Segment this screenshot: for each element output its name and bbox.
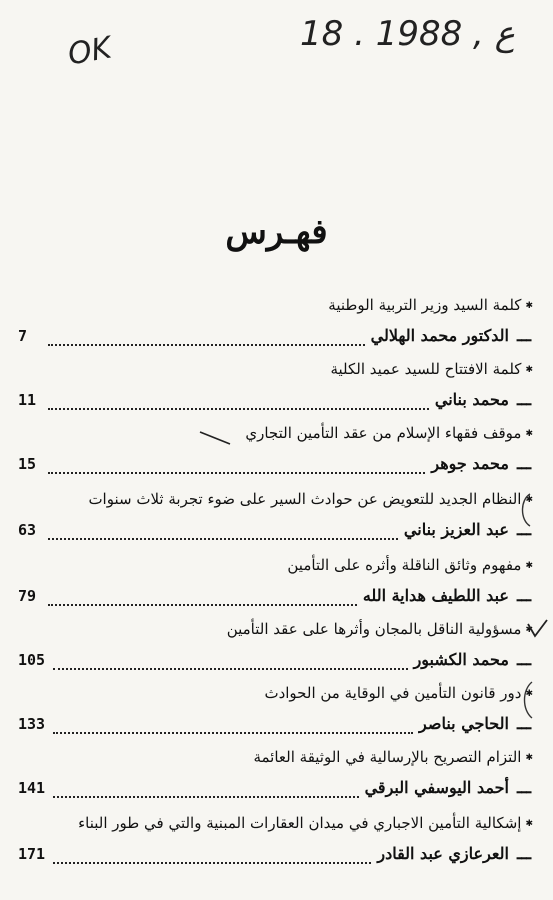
entry-page-number: 133 (18, 715, 46, 733)
bullet-icon: ✱ (525, 429, 533, 439)
entry-topic: ✱مسؤولية الناقل بالمجان وأثرها على عقد التأمين (226, 620, 533, 638)
entry-topic: ✱مفهوم وثائق الناقلة وأثره على التأمين (287, 556, 533, 574)
entry-author: عبد اللطيف هداية الله (362, 586, 509, 605)
entry-page-number: 15 (18, 455, 37, 473)
handwritten-check-mark (525, 616, 551, 642)
entry-topic: ✱كلمة السيد وزير التربية الوطنية (328, 296, 533, 314)
bullet-icon: ✱ (525, 753, 533, 763)
dot-leader (48, 537, 398, 540)
dot-leader (53, 795, 359, 798)
handwritten-bracket-mark (518, 678, 538, 722)
entry-topic: ✱دور قانون التأمين في الوقاية من الحوادث (264, 684, 533, 702)
entry-topic: ✱موقف فقهاء الإسلام من عقد التأمين التجاري (245, 424, 533, 442)
dash: ـــ (516, 714, 531, 733)
handwritten-ok-note: OK (65, 30, 115, 73)
entry-page-number: 79 (18, 587, 37, 605)
toc-entry (0, 296, 553, 360)
toc-entry (0, 620, 553, 684)
entry-page-number: 7 (18, 327, 28, 345)
entry-author: محمد الكشبور (413, 650, 509, 669)
dash: ـــ (516, 326, 531, 345)
entry-topic: ✱التزام التصريح بالإرسالية في الوثيقة العائمة (253, 748, 533, 766)
entry-page-number: 105 (18, 651, 46, 669)
dot-leader (48, 407, 429, 410)
dash: ـــ (516, 844, 531, 863)
toc-entry (0, 684, 553, 748)
bullet-icon: ✱ (525, 819, 533, 829)
entry-page-number: 141 (18, 779, 46, 797)
dot-leader (53, 667, 407, 670)
entry-author: عبد العزيز بناني (403, 520, 509, 539)
bullet-icon: ✱ (525, 495, 533, 505)
toc-entry (0, 490, 553, 554)
entry-page-number: 63 (18, 521, 37, 539)
entry-page-number: 11 (18, 391, 37, 409)
bullet-icon: ✱ (525, 625, 533, 635)
page-title: فهـرس (225, 212, 328, 252)
toc-entry (0, 814, 553, 878)
bullet-icon: ✱ (525, 301, 533, 311)
dot-leader (53, 861, 371, 864)
bullet-icon: ✱ (525, 561, 533, 571)
bullet-icon: ✱ (525, 365, 533, 375)
entry-author: محمد بناني (434, 390, 509, 409)
handwritten-date-note: 18 . ع , 1988 (300, 14, 515, 54)
dot-leader (48, 603, 357, 606)
entry-topic: ✱كلمة الافتتاح للسيد عميد الكلية (330, 360, 533, 378)
dash: ـــ (516, 586, 531, 605)
handwritten-slash-mark (196, 428, 236, 448)
entry-author: العرعازي عبد القادر (377, 844, 509, 863)
bullet-icon: ✱ (525, 689, 533, 699)
dash: ـــ (516, 520, 531, 539)
handwritten-bracket-mark (516, 490, 536, 530)
toc-entry (0, 360, 553, 424)
entry-author: محمد جوهر (431, 454, 509, 473)
entry-author: الحاجي بناصر (419, 714, 509, 733)
entry-author: أحمد اليوسفي البرقي (364, 778, 509, 797)
entry-topic: ✱إشكالية التأمين الاجباري في ميدان العقارات المبنية والتي في طور البناء (78, 814, 533, 832)
dash: ـــ (516, 454, 531, 473)
toc-entry (0, 424, 553, 488)
dot-leader (48, 343, 365, 346)
dot-leader (48, 471, 425, 474)
toc-entry (0, 748, 553, 812)
entry-topic: ✱النظام الجديد للتعويض عن حوادث السير على ضوء تجربة ثلاث سنوات (88, 490, 533, 508)
toc-entry (0, 556, 553, 620)
entry-author: الدكتور محمد الهلالي (370, 326, 509, 345)
entry-page-number: 171 (18, 845, 46, 863)
dash: ـــ (516, 778, 531, 797)
dot-leader (53, 731, 413, 734)
dash: ـــ (516, 650, 531, 669)
dash: ـــ (516, 390, 531, 409)
